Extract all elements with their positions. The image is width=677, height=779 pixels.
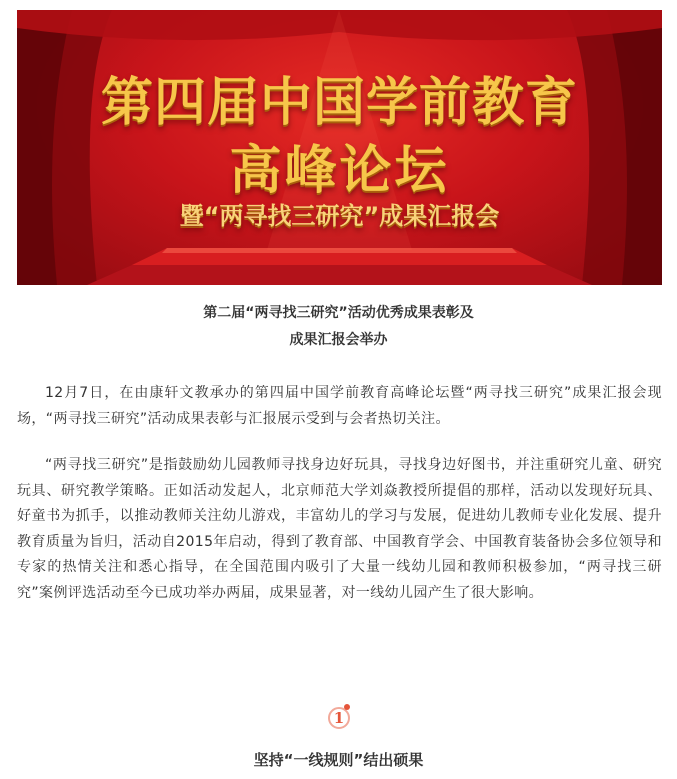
article-paragraph: “两寻找三研究”是指鼓励幼儿园教师寻找身边好玩具，寻找身边好图书，并注重研究儿童、研究玩具、研究教学策略。正如活动发起人，北京师范大学刘焱教授所提倡的那样，活动以发现好玩具、好童书为抓手，以推动教师关注幼儿游戏，丰富幼儿的学习与发展，促进幼儿教师专业化发展、提升教育质量为旨归，活动自2015年启动，得到了教育部、中国教育学会、中国教育装备协会多位领导和专家的热情关注和悉心指导，在全国范围内吸引了大量一线幼儿园和教师积极参加，“两寻找三研究”案例评选活动至今已成功举办两届，成果显著，对一线幼儿园产生了很大影响。 [17,457,662,601]
section-title: 坚持“一线规则”结出硕果 [253,751,424,769]
banner-title-line2: 高峰论坛 [229,141,450,201]
banner-image [17,10,662,285]
banner-title-line1: 第四届中国学前教育 [100,73,578,133]
image-caption-line1: 第二届“两寻找三研究”活动优秀成果表彰及 [203,305,474,321]
numeral-one-icon [327,702,351,730]
image-caption-line2: 成果汇报会举办 [289,332,388,348]
banner-subtitle: 暨“两寻找三研究”成果汇报会 [179,202,500,230]
section-number: 1 [333,709,345,727]
article-paragraph: 12月7日，在由康轩文教承办的第四届中国学前教育高峰论坛暨“两寻找三研究”成果汇报会现场，“两寻找三研究”活动成果表彰与汇报展示受到与会者热切关注。 [17,385,662,427]
